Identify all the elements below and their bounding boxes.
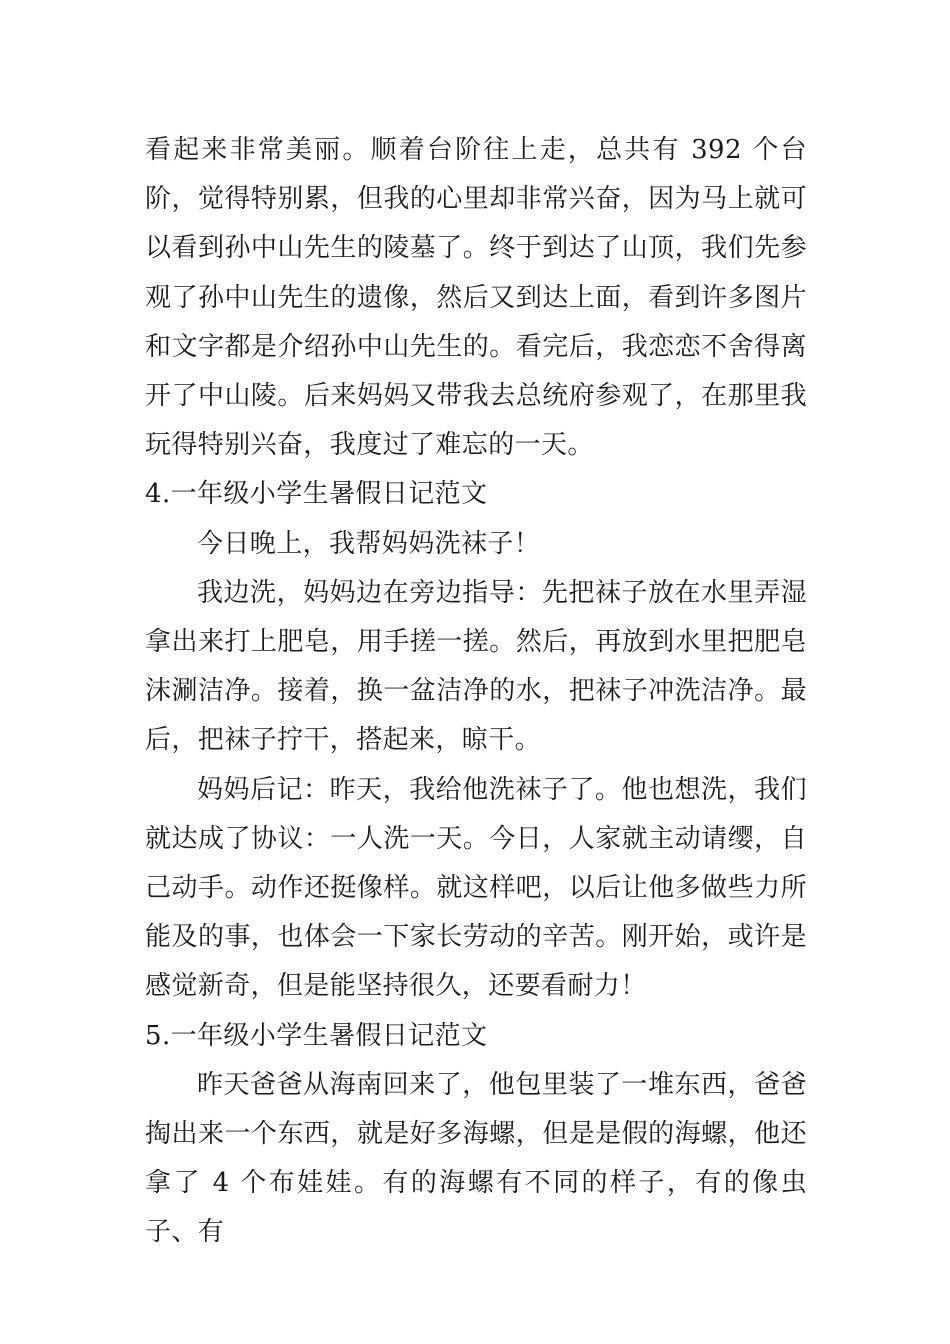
paragraph-body: 我边洗，妈妈边在旁边指导：先把袜子放在水里弄湿拿出来打上肥皂，用手搓一搓。然后，再放到水里把肥皂沫涮洁净。接着，换一盆洁净的水，把袜子冲洗洁净。最后，把袜子拧干，搭起来，晾干。: [145, 577, 807, 756]
paragraph-body: 今日晚上，我帮妈妈洗袜子！: [197, 528, 541, 559]
paragraph-body: 妈妈后记：昨天，我给他洗袜子了。他也想洗，我们就达成了协议：一人洗一天。今日，人家就主动请缨，自己动手。动作还挺像样。就这样吧，以后让他多做些力所能及的事，也体会一下家长劳动的辛苦。刚开始，或许是感觉新奇，但是能坚持很久，还要看耐力！: [145, 774, 807, 1002]
paragraph-body: 昨天爸爸从海南回来了，他包里装了一堆东西，爸爸掏出来一个东西，就是好多海螺，但是是假的海螺，他还拿了 4 个布娃娃。有的海螺有不同的样子，有的像虫子、有: [145, 1069, 807, 1248]
document-body: [145, 126, 807, 1258]
section-heading-5: 5.一年级小学生暑假日记范文: [145, 1020, 488, 1051]
paragraph-continuation: 看起来非常美丽。顺着台阶往上走，总共有 392 个台阶，觉得特别累，但我的心里却非常兴奋，因为马上就可以看到孙中山先生的陵墓了。终于到达了山顶，我们先参观了孙中山先生的遗像，然后又到达上面，看到许多图片和文字都是介绍孙中山先生的。看完后，我恋恋不舍得离开了中山陵。后来妈妈又带我去总统府参观了，在那里我玩得特别兴奋，我度过了难忘的一天。: [145, 135, 807, 461]
section-heading-4: 4.一年级小学生暑假日记范文: [145, 479, 488, 510]
